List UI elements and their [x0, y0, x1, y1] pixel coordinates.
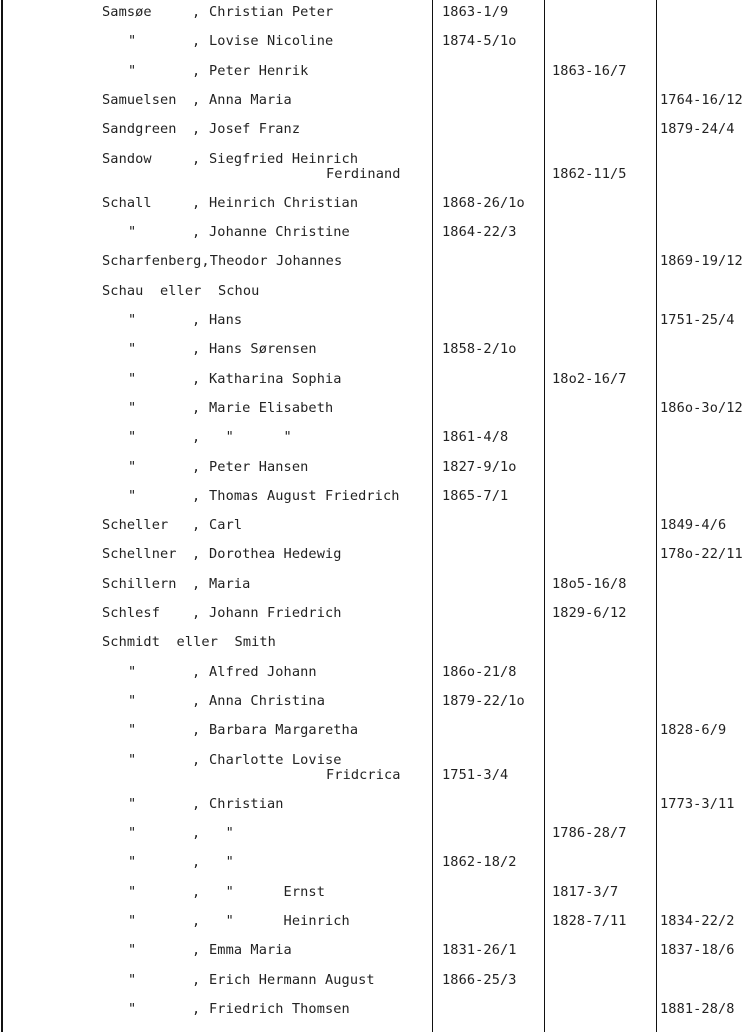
date-column-a: 1831-26/1 — [442, 942, 517, 959]
surname-cell: " — [128, 370, 137, 387]
given-name-cell: Friedrich Thomsen — [209, 1000, 350, 1017]
separator-comma: , — [192, 224, 201, 241]
separator-comma: , — [192, 1000, 201, 1017]
given-name-cell: Christian — [209, 795, 284, 812]
surname-cell: Sandow — [102, 150, 152, 167]
given-name-cell: Heinrich Christian — [209, 194, 359, 211]
surname-cell: " — [128, 883, 137, 900]
surname-cell: Schlesf — [102, 605, 160, 621]
separator-comma: , — [192, 429, 201, 446]
given-name-cell: Hans Sørensen — [209, 341, 317, 358]
date-column-c: 1764-16/12 — [660, 91, 743, 108]
given-name-cell: Thomas August Friedrich — [209, 487, 400, 504]
date-column-a: 186o-21/8 — [442, 663, 517, 680]
date-column-c: 1837-18/6 — [660, 942, 735, 959]
given-name-cell: Barbara Margaretha — [209, 722, 359, 739]
separator-comma: , — [192, 913, 201, 929]
date-column-c: 1849-4/6 — [660, 517, 727, 534]
given-name-cell: Katharina Sophia — [209, 370, 342, 387]
given-name-cell: Anna Christina — [209, 692, 325, 709]
separator-comma: , — [192, 825, 201, 842]
given-name-cell: " " — [209, 429, 292, 446]
separator-comma: , — [192, 370, 201, 387]
surname-cell: " — [128, 33, 137, 50]
column-rule-a — [432, 0, 433, 1032]
given-name-cell: Siegfried Heinrich — [209, 150, 359, 167]
date-column-a: 1879-22/1o — [442, 692, 525, 709]
surname-cell: " — [128, 692, 137, 709]
date-column-a: 1858-2/1o — [442, 341, 517, 358]
surname-cell: Sandgreen — [102, 121, 177, 138]
date-column-a: 1868-26/1o — [442, 194, 525, 211]
separator-comma: , — [192, 487, 201, 504]
separator-comma: , — [192, 91, 201, 108]
separator-comma: , — [192, 150, 201, 167]
date-column-c: 178o-22/11 — [660, 546, 743, 563]
surname-cell: Schillern — [102, 575, 177, 592]
date-column-b: 1828-7/11 — [552, 913, 627, 929]
surname-cell: " — [128, 312, 137, 328]
given-name-cell: " — [209, 854, 234, 871]
surname-cell: " — [128, 663, 137, 680]
separator-comma: , — [192, 33, 201, 50]
date-column-c: 186o-3o/12 — [660, 399, 743, 416]
surname-cell: " — [128, 971, 137, 988]
given-name-cell: Charlotte Lovise — [209, 751, 342, 768]
left-margin-rule — [1, 0, 3, 1032]
separator-comma: , — [192, 121, 201, 138]
date-column-c: 1869-19/12 — [660, 253, 743, 270]
separator-comma: , — [192, 399, 201, 416]
given-name-cell: Alfred Johann — [209, 663, 317, 680]
given-name-cell: Anna Maria — [209, 91, 292, 108]
date-column-a: 1751-3/4 — [442, 766, 509, 783]
date-column-b: 1829-6/12 — [552, 605, 627, 621]
separator-comma: , — [192, 663, 201, 680]
separator-comma: , — [192, 722, 201, 739]
given-name-cell: Marie Elisabeth — [209, 399, 334, 416]
surname-cell: " — [128, 795, 137, 812]
given-name-cell: Peter Hansen — [209, 458, 309, 475]
surname-cell: Samuelsen — [102, 91, 177, 108]
given-name-cell: Carl — [209, 517, 243, 534]
surname-cell: " — [128, 722, 137, 739]
date-column-a: 1864-22/3 — [442, 224, 517, 241]
separator-comma: , — [192, 312, 201, 328]
given-name-cell: Dorothea Hedewig — [209, 546, 342, 563]
separator-comma: , — [192, 692, 201, 709]
date-column-b: 1862-11/5 — [552, 165, 627, 182]
surname-cell: Scheller — [102, 517, 169, 534]
separator-comma: , — [192, 795, 201, 812]
separator-comma: , — [192, 341, 201, 358]
date-column-c: 1879-24/4 — [660, 121, 735, 138]
given-name-cell: Johann Friedrich — [209, 605, 342, 621]
given-name-cell: Johanne Christine — [209, 224, 350, 241]
given-name-cell: " Heinrich — [209, 913, 350, 929]
surname-cell: Samsøe — [102, 4, 152, 20]
separator-comma: , — [192, 751, 201, 768]
column-rule-c — [656, 0, 657, 1032]
date-column-a: 1874-5/1o — [442, 33, 517, 50]
date-column-a: 1862-18/2 — [442, 854, 517, 871]
surname-cell: " — [128, 429, 137, 446]
surname-cell: Schmidt eller Smith — [102, 634, 276, 651]
separator-comma: , — [192, 883, 201, 900]
surname-cell: " — [128, 399, 137, 416]
date-column-c: 1828-6/9 — [660, 722, 727, 739]
surname-cell: " — [128, 751, 137, 768]
date-column-c: 1751-25/4 — [660, 312, 735, 328]
given-name-cell: " Ernst — [209, 883, 325, 900]
separator-comma: , — [192, 942, 201, 959]
given-name-cell: Lovise Nicoline — [209, 33, 334, 50]
surname-cell: " — [128, 341, 137, 358]
date-column-a: 1865-7/1 — [442, 487, 509, 504]
given-name-cell: Maria — [209, 575, 251, 592]
surname-cell: Schau eller Schou — [102, 282, 260, 299]
given-name-cell: " — [209, 825, 234, 842]
given-name-cell: Hans — [209, 312, 243, 328]
surname-cell: " — [128, 1000, 137, 1017]
separator-comma: , — [192, 458, 201, 475]
given-name-cell: Josef Franz — [209, 121, 301, 138]
surname-cell: Schall — [102, 194, 152, 211]
given-name-cell: Peter Henrik — [209, 62, 309, 79]
date-column-a: 1866-25/3 — [442, 971, 517, 988]
column-rule-b — [544, 0, 545, 1032]
separator-comma: , — [192, 517, 201, 534]
separator-comma: , — [192, 546, 201, 563]
date-column-c: 1773-3/11 — [660, 795, 735, 812]
separator-comma: , — [192, 4, 201, 20]
separator-comma: , — [192, 575, 201, 592]
date-column-b: 18o2-16/7 — [552, 370, 627, 387]
surname-cell: " — [128, 224, 137, 241]
separator-comma: , — [192, 971, 201, 988]
surname-cell: " — [128, 854, 137, 871]
date-column-a: 1863-1/9 — [442, 4, 509, 20]
date-column-b: 1786-28/7 — [552, 825, 627, 842]
surname-cell: " — [128, 825, 137, 842]
separator-comma: , — [192, 605, 201, 621]
surname-cell: " — [128, 487, 137, 504]
given-name-cell: Erich Hermann August — [209, 971, 375, 988]
date-column-a: 1827-9/1o — [442, 458, 517, 475]
surname-cell: Scharfenberg,Theodor Johannes — [102, 253, 343, 270]
separator-comma: , — [192, 62, 201, 79]
date-column-a: 1861-4/8 — [442, 429, 509, 446]
date-column-c: 1834-22/2 — [660, 913, 735, 929]
given-name-continuation: Ferdinand — [326, 165, 401, 182]
given-name-cell: Christian Peter — [209, 4, 334, 20]
date-column-b: 1863-16/7 — [552, 62, 627, 79]
surname-cell: " — [128, 942, 137, 959]
given-name-cell: Emma Maria — [209, 942, 292, 959]
separator-comma: , — [192, 194, 201, 211]
date-column-c: 1881-28/8 — [660, 1000, 735, 1017]
given-name-continuation: Fridcrica — [326, 766, 401, 783]
separator-comma: , — [192, 854, 201, 871]
date-column-b: 1817-3/7 — [552, 883, 619, 900]
date-column-b: 18o5-16/8 — [552, 575, 627, 592]
surname-cell: " — [128, 62, 137, 79]
surname-cell: " — [128, 458, 137, 475]
surname-cell: " — [128, 913, 137, 929]
surname-cell: Schellner — [102, 546, 177, 563]
